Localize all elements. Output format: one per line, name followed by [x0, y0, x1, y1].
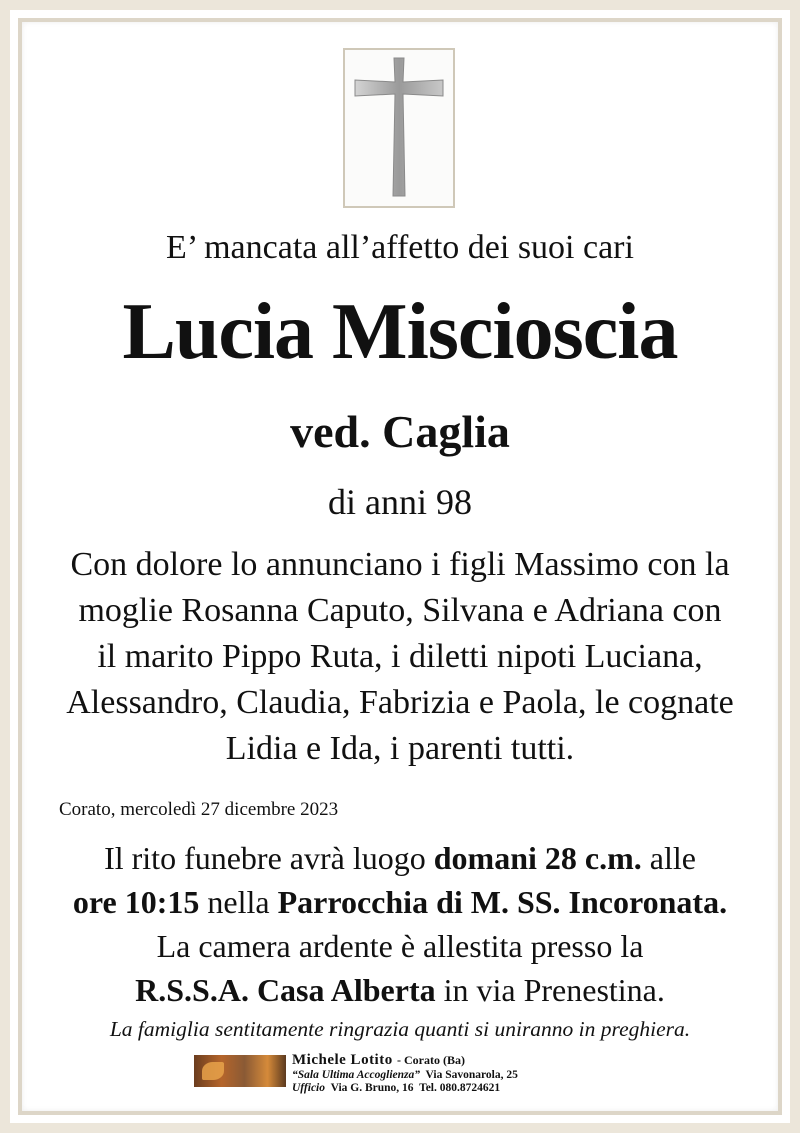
office-address: Via G. Bruno, 16 [330, 1082, 414, 1094]
funeral-line-3: La camera ardente è allestita presso la [156, 928, 644, 964]
funeral-church: Parrocchia di M. SS. Incoronata. [277, 884, 728, 920]
funeral-text: nella [199, 884, 278, 920]
hall-address: Via Savonarola, 25 [425, 1069, 518, 1081]
office-label: Ufficio [292, 1082, 326, 1094]
leaf-icon [202, 1062, 224, 1080]
chapel-place: R.S.S.A. Casa Alberta [135, 972, 436, 1008]
funeral-home-info [292, 1052, 518, 1095]
company-location: - Corato (Ba) [396, 1053, 465, 1067]
company-name: Michele Lotito [292, 1052, 393, 1068]
funeral-text: Il rito funebre avrà luogo [104, 840, 434, 876]
funeral-line-1 [30, 836, 770, 880]
latin-cross-icon [345, 50, 453, 206]
thanks-text: La famiglia sentitamente ringrazia quanti si uniranno in preghiera. [109, 1017, 691, 1041]
chapel-street: in via Prenestina. [435, 972, 665, 1008]
cross-panel [343, 48, 455, 208]
announcement-line: Alessandro, Claudia, Fabrizia e Paola, le cognate [66, 684, 734, 721]
funeral-home-photo [194, 1055, 286, 1087]
announcement-line: moglie Rosanna Caputo, Silvana e Adriana con [78, 592, 722, 629]
funeral-line-2 [30, 880, 770, 924]
funeral-line-4 [30, 968, 770, 1012]
office-phone: Tel. 080.8724621 [419, 1082, 501, 1094]
hall-name: “Sala Ultima Accoglienza” [292, 1069, 420, 1081]
funeral-home-footer [190, 1052, 620, 1094]
intro-text: E’ mancata all’affetto dei suoi cari [166, 229, 634, 266]
announcement-line: Con dolore lo annunciano i figli Massimo con la [70, 546, 730, 583]
announcement-line: Lidia e Ida, i parenti tutti. [225, 730, 575, 767]
funeral-info [30, 836, 770, 1012]
date-place: Corato, mercoledì 27 dicembre 2023 [59, 799, 339, 820]
funeral-time: ore 10:15 [72, 884, 200, 920]
announcement-line: il marito Pippo Ruta, i diletti nipoti Luciana, [97, 638, 703, 675]
deceased-name: Lucia Miscioscia [122, 288, 678, 376]
widow-of: ved. Caglia [290, 406, 510, 457]
age-text: di anni 98 [328, 482, 472, 522]
announcement [30, 542, 770, 772]
funeral-text: alle [641, 840, 696, 876]
funeral-date: domani 28 c.m. [433, 840, 642, 876]
